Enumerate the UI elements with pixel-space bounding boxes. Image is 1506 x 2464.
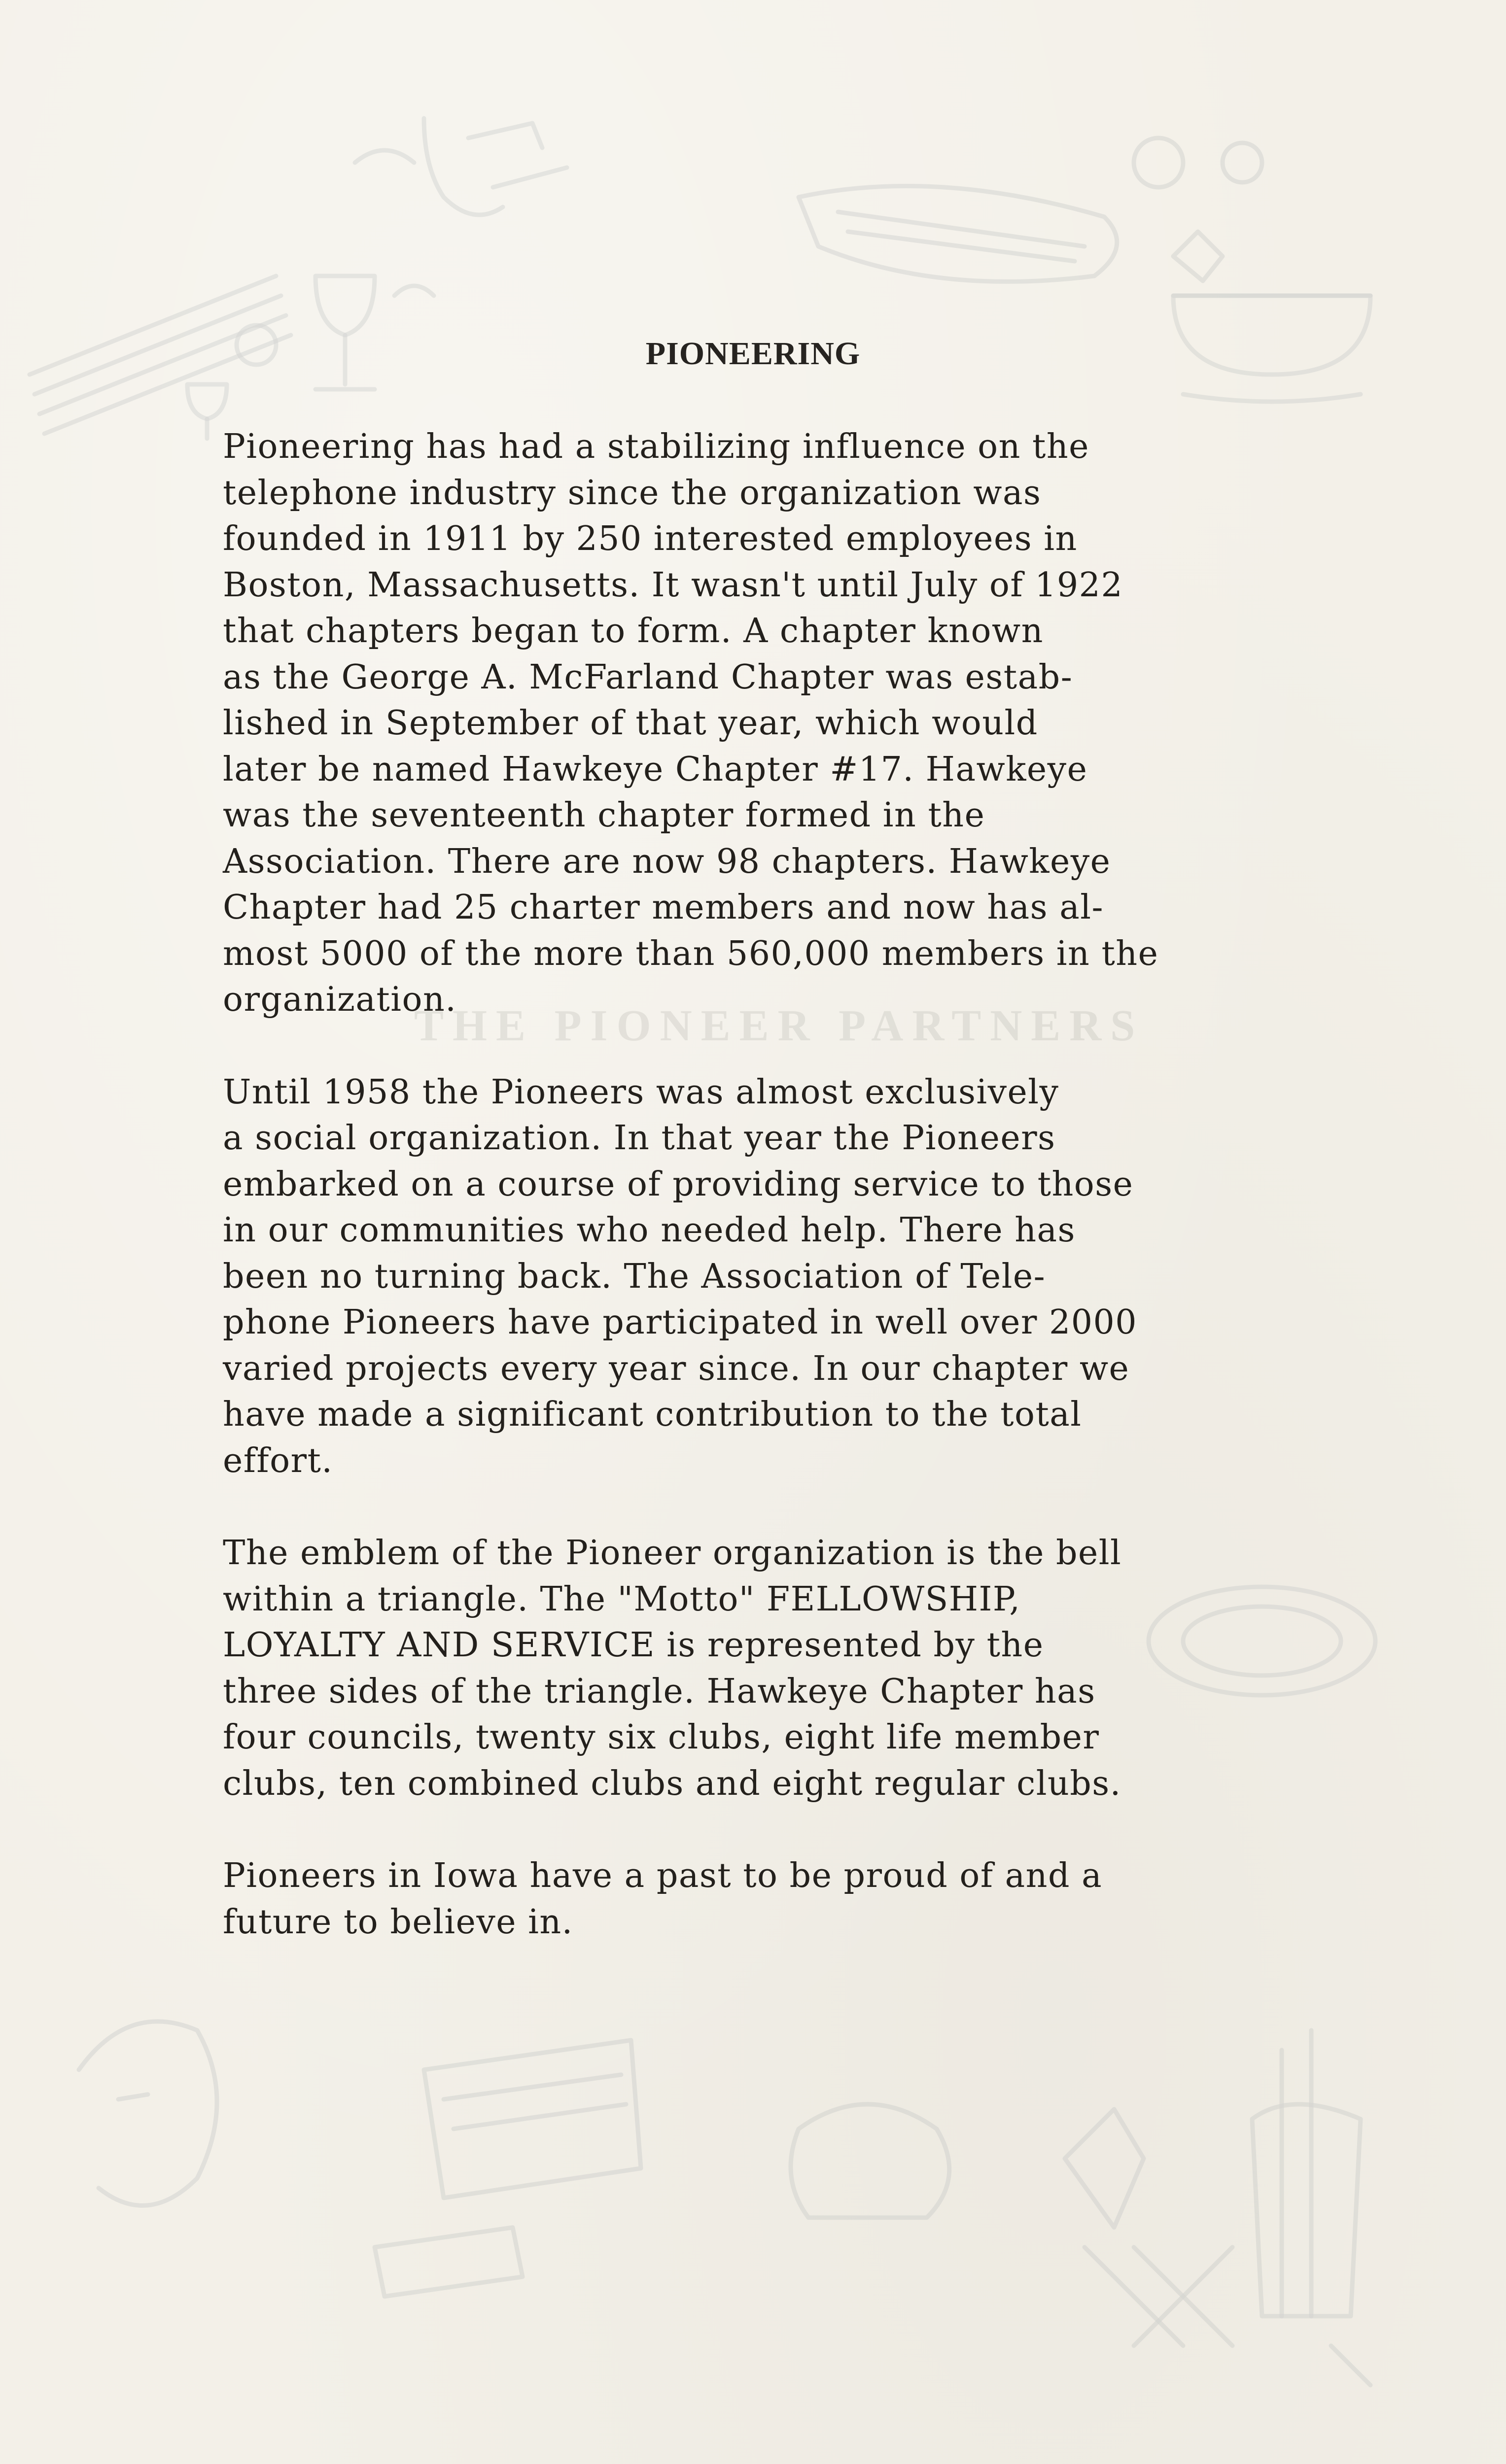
text-line: Boston, Massachusetts. It wasn't until July of 1922 [223,565,1123,605]
text-line: have made a significant contribution to the total [223,1395,1082,1434]
text-line: clubs, ten combined clubs and eight regular clubs. [223,1764,1121,1803]
text-line: later be named Hawkeye Chapter #17. Hawkeye [223,750,1088,789]
text-line: three sides of the triangle. Hawkeye Chapter has [223,1672,1096,1711]
page-title: PIONEERING [645,336,861,372]
text-line: telephone industry since the organization was [223,473,1042,513]
text-line: founded in 1911 by 250 interested employees in [223,519,1078,558]
text-line: future to believe in. [223,1902,573,1942]
text-line: Pioneers in Iowa have a past to be proud of and a [223,1856,1103,1895]
text-line: been no turning back. The Association of Tele- [223,1257,1046,1296]
article-body [223,424,1357,1991]
text-line: Pioneering has had a stabilizing influence on the [223,427,1089,466]
text-line: a social organization. In that year the Pioneers [223,1119,1056,1158]
text-line: embarked on a course of providing service to those [223,1164,1134,1204]
text-line: was the seventeenth chapter formed in the [223,796,985,835]
text-line: organization. [223,980,457,1019]
text-line: Association. There are now 98 chapters. Hawkeye [223,842,1111,881]
text-line: effort. [223,1441,333,1480]
text-line: LOYALTY AND SERVICE is represented by the [223,1626,1044,1665]
text-line: most 5000 of the more than 560,000 members in the [223,934,1159,973]
text-line: as the George A. McFarland Chapter was estab- [223,657,1073,697]
show-through-text: THE PIONEER PARTNERS [414,1001,1144,1050]
text-line: that chapters began to form. A chapter known [223,612,1044,650]
text-line: within a triangle. The "Motto" FELLOWSHIP, [223,1579,1021,1619]
text-line: Until 1958 the Pioneers was almost exclusively [223,1072,1059,1112]
text-line: The emblem of the Pioneer organization is the bell [223,1534,1122,1573]
text-line: Chapter had 25 charter members and now has al- [223,888,1104,927]
text-line: phone Pioneers have participated in well over 2000 [223,1303,1138,1342]
text-line: in our communities who needed help. There has [223,1211,1076,1250]
paragraph-4 [223,1853,1357,1945]
paragraph-2 [223,1069,1357,1484]
paragraph-3 [223,1530,1357,1807]
text-line: varied projects every year since. In our chapter we [223,1349,1130,1388]
text-line: four councils, twenty six clubs, eight life member [223,1718,1100,1757]
text-line: lished in September of that year, which would [223,704,1038,743]
paragraph-1 [223,424,1357,1023]
